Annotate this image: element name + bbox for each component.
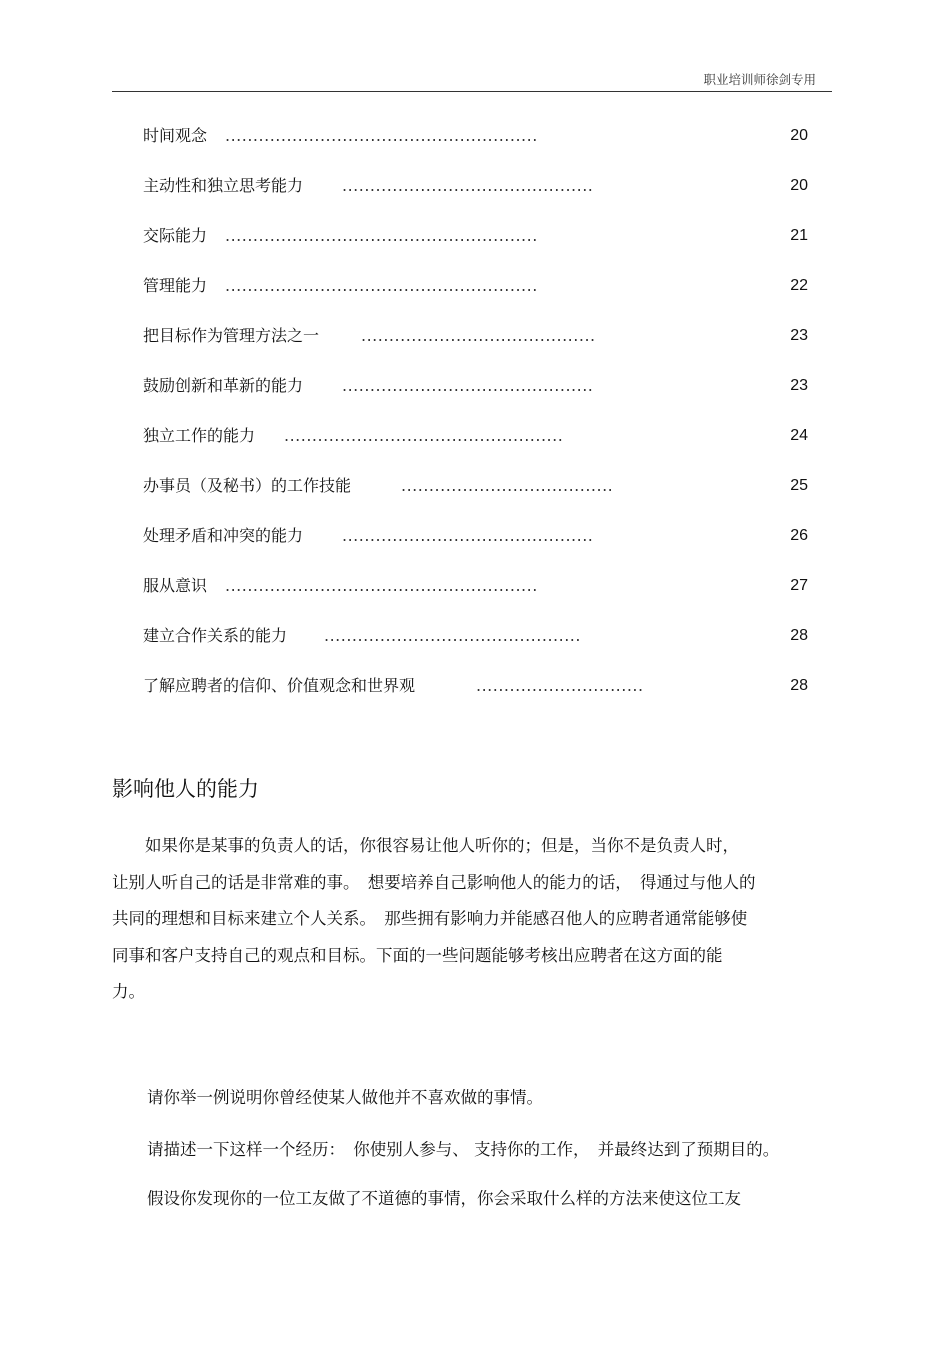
- toc-page-number: 26: [790, 527, 808, 544]
- toc-page-number: 20: [790, 177, 808, 194]
- toc-entry-title: 鼓励创新和革新的能力: [143, 376, 304, 395]
- toc-entry-title: 主动性和独立思考能力: [143, 176, 304, 195]
- toc-page-number: 27: [790, 577, 808, 594]
- toc-entry[interactable]: [143, 522, 808, 572]
- toc-entry[interactable]: [143, 272, 808, 322]
- interview-question: 假设你发现你的一位工友做了不道德的事情，你会采取什么样的方法来使这位工友: [147, 1189, 741, 1208]
- toc-page-number: 24: [790, 427, 808, 444]
- toc-dot-leader: ..............................: [476, 676, 644, 695]
- toc-entry-title: 把目标作为管理方法之一: [143, 326, 320, 345]
- interview-question: 请描述一下这样一个经历： 你使别人参与、 支持你的工作， 并最终达到了预期目的。: [147, 1140, 780, 1159]
- toc-entry-title: 管理能力: [143, 276, 208, 295]
- toc-dot-leader: ........................................................: [225, 126, 538, 145]
- toc-page-number: 25: [790, 477, 808, 494]
- page-header: [112, 64, 832, 92]
- paragraph-line: 让别人听自己的话是非常难的事。 想要培养自己影响他人的能力的话， 得通过与他人的: [112, 872, 756, 892]
- toc-entry-title: 服从意识: [143, 576, 208, 595]
- toc-page-number: 20: [790, 127, 808, 144]
- paragraph-line: 力。: [112, 982, 145, 1001]
- toc-entry-title: 时间观念: [143, 126, 208, 145]
- header-text: 职业培训师徐剑专用: [703, 72, 816, 87]
- paragraph-line: 如果你是某事的负责人的话，你很容易让他人听你的；但是，当你不是负责人时，: [112, 836, 739, 855]
- toc-entry-title: 交际能力: [143, 226, 208, 245]
- toc-page-number: 23: [790, 327, 808, 344]
- toc-entry[interactable]: [143, 572, 808, 622]
- toc-entry[interactable]: [143, 422, 808, 472]
- paragraph-line: 同事和客户支持自己的观点和目标。下面的一些问题能够考核出应聘者在这方面的能: [112, 945, 723, 965]
- toc-page-number: 22: [790, 277, 808, 294]
- toc-dot-leader: ........................................................: [225, 226, 538, 245]
- toc-entry-title: 了解应聘者的信仰、价值观念和世界观: [143, 676, 416, 695]
- body-paragraph: [112, 828, 832, 1011]
- table-of-contents: [143, 122, 808, 722]
- toc-page-number: 21: [790, 227, 808, 244]
- toc-entry[interactable]: [143, 672, 808, 722]
- toc-entry[interactable]: [143, 472, 808, 522]
- toc-entry[interactable]: [143, 172, 808, 222]
- toc-dot-leader: .............................................: [342, 526, 594, 545]
- toc-page-number: 28: [790, 627, 808, 644]
- toc-dot-leader: ........................................................: [225, 576, 538, 595]
- toc-entry[interactable]: [143, 622, 808, 672]
- toc-dot-leader: ..........................................: [361, 326, 596, 345]
- paragraph-line: 共同的理想和目标来建立个人关系。 那些拥有影响力并能感召他人的应聘者通常能够使: [112, 909, 748, 928]
- toc-entry-title: 建立合作关系的能力: [143, 626, 288, 645]
- toc-entry[interactable]: [143, 222, 808, 272]
- interview-question: 请你举一例说明你曾经使某人做他并不喜欢做的事情。: [147, 1088, 543, 1107]
- toc-entry[interactable]: [143, 122, 808, 172]
- section-heading: 影响他人的能力: [112, 777, 259, 801]
- toc-entry[interactable]: [143, 322, 808, 372]
- toc-entry[interactable]: [143, 372, 808, 422]
- toc-entry-title: 办事员（及秘书）的工作技能: [143, 476, 352, 495]
- toc-entry-title: 处理矛盾和冲突的能力: [143, 526, 304, 545]
- toc-dot-leader: ..............................................: [324, 626, 581, 645]
- toc-page-number: 28: [790, 677, 808, 694]
- toc-dot-leader: ........................................................: [225, 276, 538, 295]
- toc-entry-title: 独立工作的能力: [143, 426, 256, 445]
- toc-dot-leader: ..................................................: [284, 426, 564, 445]
- toc-dot-leader: .............................................: [342, 376, 594, 395]
- toc-page-number: 23: [790, 377, 808, 394]
- toc-dot-leader: .............................................: [342, 176, 594, 195]
- toc-dot-leader: ......................................: [401, 476, 614, 495]
